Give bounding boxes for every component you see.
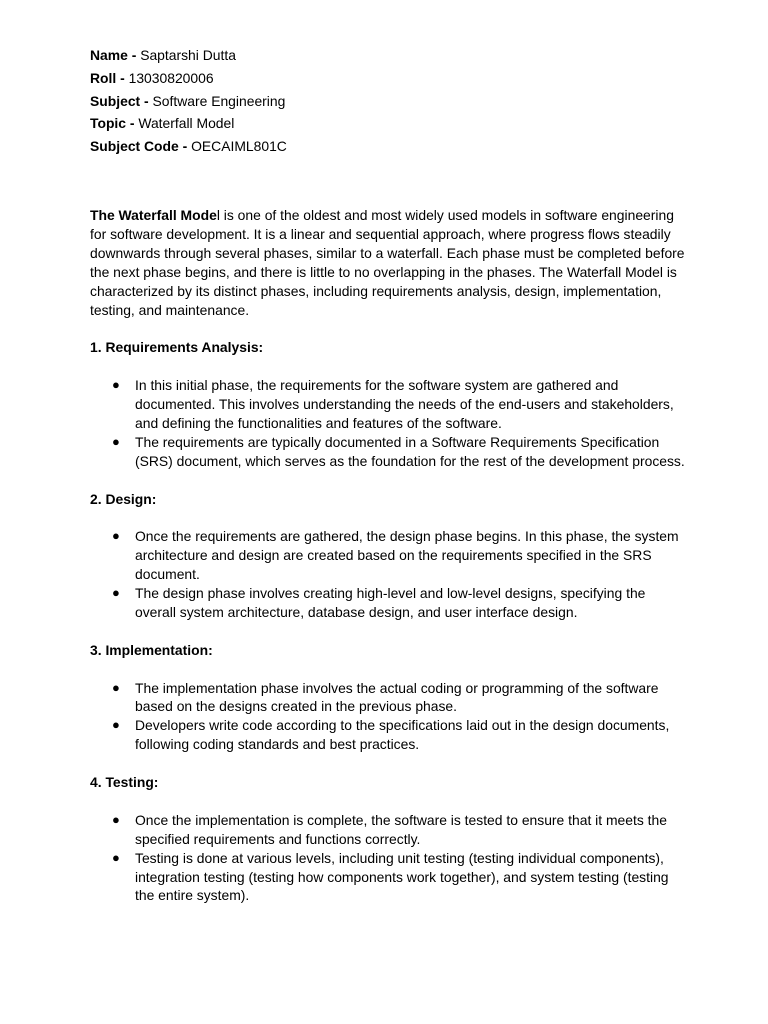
list-item-text: Developers write code according to the specifications laid out in the design documents, following coding standards and best practices.: [135, 717, 670, 753]
list-item: [90, 716, 690, 754]
bullet-icon: ●: [112, 717, 120, 733]
bullet-list: [90, 376, 690, 471]
bullet-list: [90, 679, 690, 755]
list-item-text: Once the requirements are gathered, the design phase begins. In this phase, the system architecture and design are created based on the requirements specified in the SRS document.: [135, 528, 679, 583]
bullet-icon: ●: [112, 433, 120, 449]
meta-roll: [90, 67, 690, 90]
list-item: [90, 849, 690, 906]
meta-value: Software Engineering: [152, 92, 286, 109]
bullet-icon: ●: [112, 377, 120, 393]
meta-label: Subject Code -: [90, 138, 192, 155]
meta-subject-code: [90, 135, 690, 158]
list-item: [90, 584, 690, 622]
bullet-icon: ●: [112, 585, 120, 601]
list-item: [90, 679, 690, 717]
section-heading: 2. Design:: [90, 490, 157, 507]
meta-label: Roll -: [90, 69, 129, 86]
list-item: [90, 811, 690, 849]
section-design: [90, 490, 690, 622]
bullet-icon: ●: [112, 528, 120, 544]
meta-label: Topic -: [90, 115, 139, 132]
section-heading: 3. Implementation:: [90, 641, 213, 658]
intro-text: l is one of the oldest and most widely used models in software engineering for software development. It is a linear and sequential approach, where progress flows steadily downwards through several phases, similar to a waterfall. Each phase must be completed before the next phase begins, and there is little to no overlapping in the phases. The Waterfall Model is characterized by its distinct phases, including requirements analysis, design, implementation, testing, and maintenance.: [90, 206, 685, 318]
list-item-text: The implementation phase involves the actual coding or programming of the software based on the designs created in the previous phase.: [135, 679, 659, 715]
list-item: [90, 527, 690, 584]
section-requirements: [90, 338, 690, 470]
meta-label: Subject -: [90, 92, 153, 109]
meta-name: [90, 44, 690, 67]
bullet-icon: ●: [112, 849, 120, 865]
section-implementation: [90, 641, 690, 754]
meta-subject: [90, 90, 690, 113]
list-item-text: The requirements are typically documented in a Software Requirements Specification (SRS) document, which serves as the foundation for the rest of the development process.: [135, 433, 685, 469]
intro-paragraph: [90, 206, 690, 319]
document-page: [90, 44, 690, 905]
bullet-list: [90, 527, 690, 622]
list-item-text: Once the implementation is complete, the software is tested to ensure that it meets the specified requirements and functions correctly.: [135, 811, 667, 847]
bullet-icon: ●: [112, 679, 120, 695]
list-item-text: Testing is done at various levels, including unit testing (testing individual components), integration testing (testing how components work together), and system testing (testing the entire system).: [135, 849, 669, 904]
bullet-icon: ●: [112, 811, 120, 827]
metadata-block: [90, 44, 690, 158]
section-testing: [90, 773, 690, 905]
list-item-text: The design phase involves creating high-level and low-level designs, specifying the overall system architecture, database design, and user interface design.: [135, 585, 646, 620]
section-heading: 1. Requirements Analysis:: [90, 339, 264, 356]
meta-value: Waterfall Model: [138, 115, 235, 132]
intro-bold-term: The Waterfall Mode: [90, 206, 217, 223]
meta-topic: [90, 112, 690, 135]
meta-value: 13030820006: [128, 69, 214, 86]
meta-label: Name -: [90, 47, 141, 63]
meta-value: Saptarshi Dutta: [140, 47, 236, 63]
bullet-list: [90, 811, 690, 906]
list-item: [90, 376, 690, 433]
meta-value: OECAIML801C: [191, 138, 287, 155]
section-heading: 4. Testing:: [90, 774, 159, 791]
list-item: [90, 433, 690, 471]
list-item-text: In this initial phase, the requirements for the software system are gathered and documented. This involves understanding the needs of the end-users and stakeholders, and defining the functionalities and features of the software.: [135, 377, 674, 431]
